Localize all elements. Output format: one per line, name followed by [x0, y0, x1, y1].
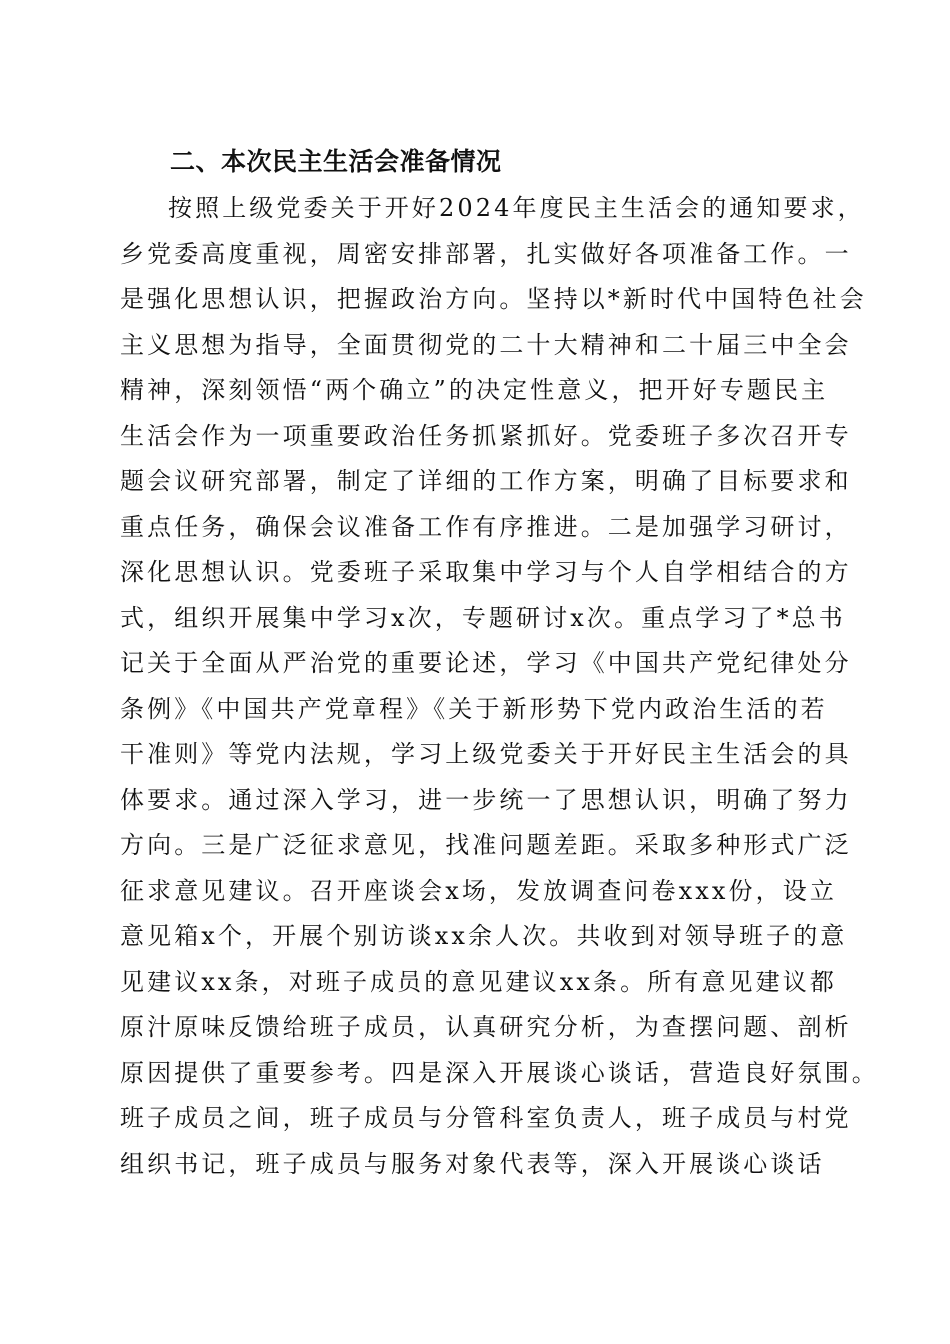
text-line: 生活会作为一项重要政治任务抓紧抓好。党委班子多次召开专	[120, 421, 852, 450]
text-line: 按照上级党委关于开好2024年度民主生活会的通知要求，	[168, 194, 865, 222]
body-text	[120, 186, 879, 1187]
text-line: 见建议xx条，对班子成员的意见建议xx条。所有意见建议都	[120, 967, 837, 996]
text-line: 条例》《中国共产党章程》《关于新形势下党内政治生活的若	[120, 694, 828, 723]
text-line: 是强化思想认识，把握政治方向。坚持以*新时代中国特色社会	[120, 285, 867, 313]
text-line: 原汁原味反馈给班子成员，认真研究分析，为查摆问题、剖析	[120, 1013, 852, 1041]
text-line: 征求意见建议。召开座谈会x场，发放调查问卷xxx份，设立	[120, 876, 837, 905]
text-line: 题会议研究部署，制定了详细的工作方案，明确了目标要求和	[120, 467, 852, 495]
text-line: 精神，深刻领悟“两个确立”的决定性意义，把开好专题民主	[120, 376, 829, 404]
text-line: 重点任务，确保会议准备工作有序推进。二是加强学习研讨，	[120, 512, 852, 541]
text-line: 方向。三是广泛征求意见，找准问题差距。采取多种形式广泛	[120, 831, 852, 859]
text-line: 意见箱x个，开展个别访谈xx余人次。共收到对领导班子的意	[120, 922, 848, 950]
text-line: 乡党委高度重视，周密安排部署，扎实做好各项准备工作。一	[120, 239, 852, 268]
text-line: 体要求。通过深入学习，进一步统一了思想认识，明确了努力	[120, 785, 852, 814]
text-line: 记关于全面从严治党的重要论述，学习《中国共产党纪律处分	[120, 649, 852, 677]
text-line: 班子成员之间，班子成员与分管科室负责人，班子成员与村党	[120, 1104, 852, 1132]
text-line: 干准则》等党内法规，学习上级党委关于开好民主生活会的具	[120, 740, 852, 768]
text-line: 主义思想为指导，全面贯彻党的二十大精神和二十届三中全会	[120, 330, 852, 359]
text-line: 式，组织开展集中学习x次，专题研讨x次。重点学习了*总书	[120, 603, 846, 632]
text-line: 组织书记，班子成员与服务对象代表等，深入开展谈心谈话	[120, 1149, 825, 1178]
text-line: 深化思想认识。党委班子采取集中学习与个人自学相结合的方	[120, 558, 852, 586]
section-heading: 二、本次民主生活会准备情况	[170, 147, 502, 176]
text-line: 原因提供了重要参考。四是深入开展谈心谈话，营造良好氛围。	[120, 1058, 879, 1087]
